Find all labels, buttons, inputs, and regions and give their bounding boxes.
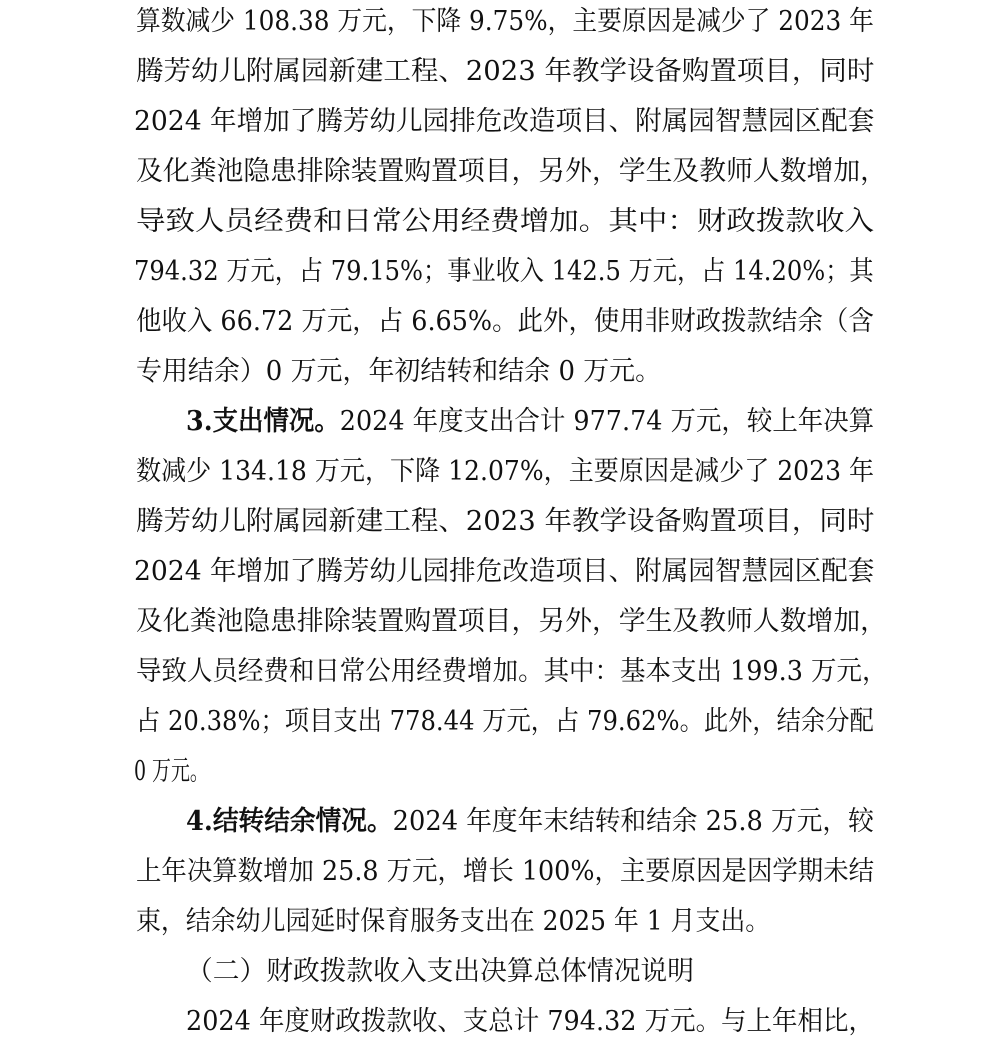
- section-heading-line: [0, 403, 1000, 441]
- line-text: 占 20.38%；项目支出 778.44 万元，占 79.62%。此外，结余分配: [136, 706, 874, 737]
- paragraph-line: [0, 503, 1000, 541]
- paragraph-line: [0, 3, 1000, 41]
- line-text: 2024 年增加了腾芳幼儿园排危改造项目、附属园智慧园区配套: [134, 106, 875, 137]
- section-3-heading-line: [186, 403, 874, 441]
- section-3-lead-text: 2024 年度支出合计 977.74 万元，较上年决算: [339, 406, 875, 437]
- section-4-heading-line: [186, 803, 874, 841]
- paragraph-line: [0, 53, 1000, 91]
- paragraph-line: [0, 903, 1000, 941]
- line-text: 数减少 134.18 万元，下降 12.07%，主要原因是减少了 2023 年: [136, 456, 875, 487]
- paragraph-line: [0, 553, 1000, 591]
- paragraph-line: [0, 253, 1000, 291]
- section-3-lead-label: 3.支出情况。: [186, 406, 340, 437]
- line-text: 导致人员经费和日常公用经费增加。其中：基本支出 199.3 万元，: [136, 656, 888, 687]
- line-text: 算数减少 108.38 万元，下降 9.75%，主要原因是减少了 2023 年: [136, 6, 874, 37]
- paragraph-line: [0, 603, 1000, 641]
- paragraph-line: [0, 153, 1000, 191]
- paragraph-line: [0, 203, 1000, 241]
- paragraph-line: [0, 853, 1000, 891]
- line-text: 794.32 万元，占 79.15%；事业收入 142.5 万元，占 14.20%；其: [134, 256, 874, 287]
- line-text: 2024 年增加了腾芳幼儿园排危改造项目、附属园智慧园区配套: [134, 556, 875, 587]
- paragraph-line: [0, 303, 1000, 341]
- paragraph-line: [0, 703, 1000, 741]
- section-heading-line: [0, 803, 1000, 841]
- line-text: 及化粪池隐患排除装置购置项目，另外，学生及教师人数增加，: [136, 606, 887, 637]
- line-text: 上年决算数增加 25.8 万元，增长 100%，主要原因是因学期未结: [136, 856, 875, 887]
- paragraph-line: [0, 653, 1000, 691]
- line-text: 专用结余）0 万元，年初结转和结余 0 万元。: [136, 356, 662, 387]
- line-text: 导致人员经费和日常公用经费增加。其中：财政拨款收入: [136, 206, 874, 237]
- line-text: 2024 年度财政拨款收、支总计 794.32 万元。与上年相比，: [186, 1006, 874, 1037]
- paragraph-line: [0, 453, 1000, 491]
- paragraph-line: [0, 753, 1000, 791]
- paragraph-line: [0, 353, 1000, 391]
- line-text: 他收入 66.72 万元，占 6.65%。此外，使用非财政拨款结余（含: [136, 306, 874, 337]
- line-text: 腾芳幼儿附属园新建工程、2023 年教学设备购置项目，同时: [136, 56, 875, 87]
- line-text: 0 万元。: [134, 756, 209, 787]
- line-text: 腾芳幼儿附属园新建工程、2023 年教学设备购置项目，同时: [136, 506, 875, 537]
- paragraph-line: [0, 1003, 1000, 1041]
- section-4-lead-text: 2024 年度年末结转和结余 25.8 万元，较: [392, 806, 874, 837]
- line-text: 束，结余幼儿园延时保育服务支出在 2025 年 1 月支出。: [136, 906, 771, 937]
- section-4-lead-label: 4.结转结余情况。: [186, 806, 393, 837]
- subsection-title-line: [0, 953, 1000, 991]
- subsection-title: （二）财政拨款收入支出决算总体情况说明: [186, 956, 694, 987]
- line-text: 及化粪池隐患排除装置购置项目，另外，学生及教师人数增加，: [136, 156, 887, 187]
- paragraph-line: [0, 103, 1000, 141]
